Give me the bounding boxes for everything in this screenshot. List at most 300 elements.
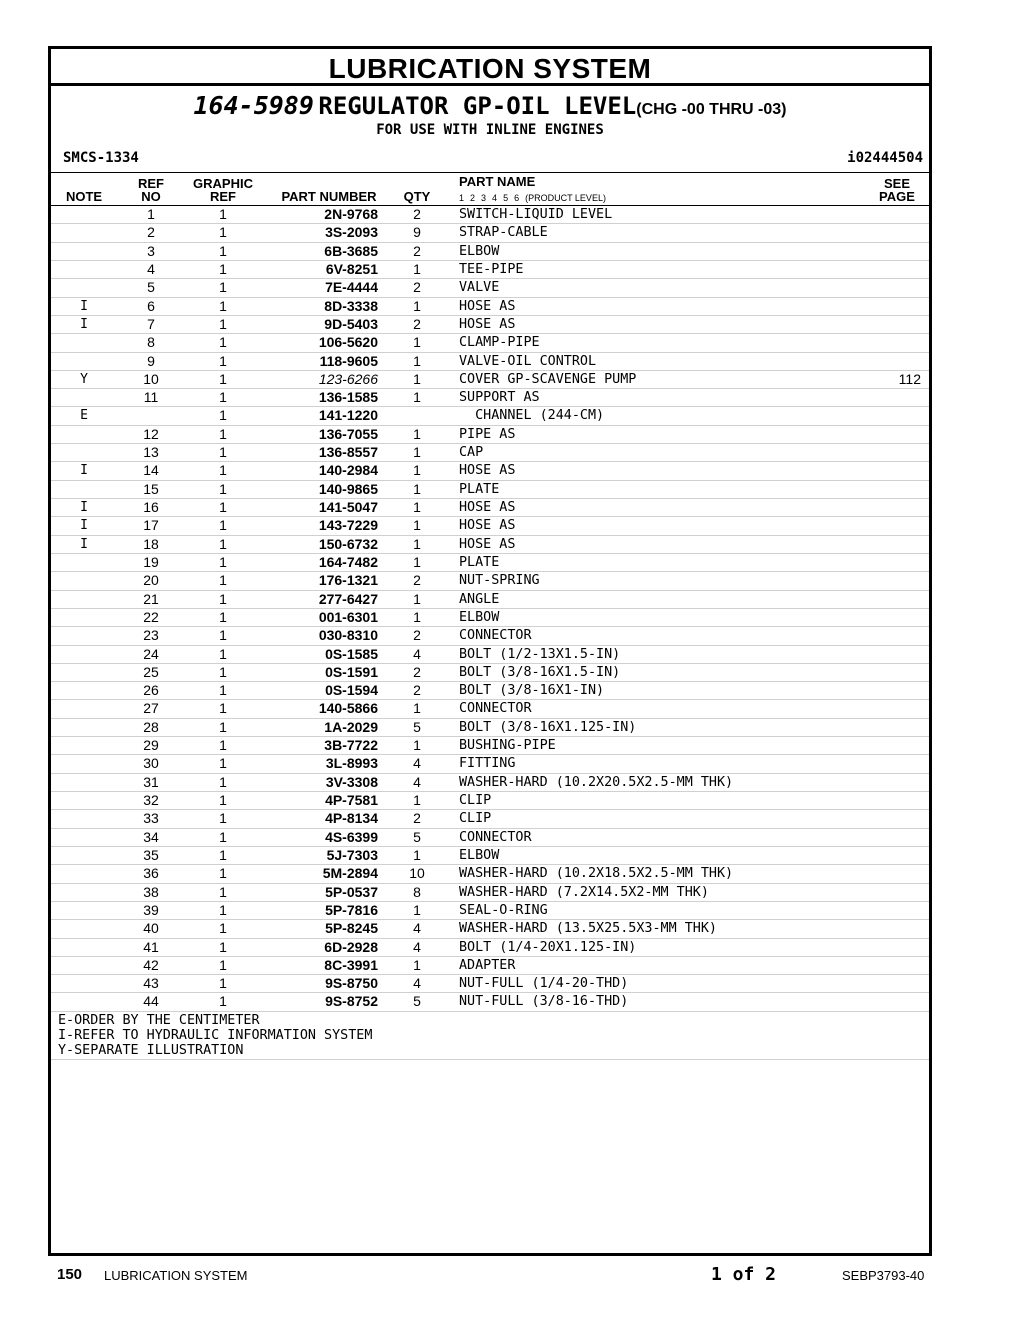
row-graphic-ref: 1 <box>219 334 227 351</box>
table-row <box>51 572 929 590</box>
table-row <box>51 536 929 554</box>
table-row <box>51 646 929 664</box>
row-ref-no: 14 <box>143 462 159 479</box>
row-ref-no: 5 <box>147 279 155 296</box>
row-part-name: BOLT (1/4-20X1.125-IN) <box>459 939 637 955</box>
product-level-label: (PRODUCT LEVEL) <box>525 193 606 203</box>
row-note: I <box>80 316 88 332</box>
row-qty: 1 <box>413 737 421 754</box>
row-part-number[interactable]: 141-5047 <box>318 499 378 515</box>
row-graphic-ref: 1 <box>219 956 227 973</box>
table-row <box>51 829 929 847</box>
row-part-number[interactable]: 4P-7581 <box>325 792 378 808</box>
smcs-code: SMCS-1334 <box>63 150 139 166</box>
row-graphic-ref: 1 <box>219 425 227 442</box>
row-qty: 2 <box>413 572 421 589</box>
row-part-name: BOLT (3/8-16X1-IN) <box>459 683 605 699</box>
table-row <box>51 444 929 462</box>
row-graphic-ref: 1 <box>219 737 227 754</box>
row-part-number[interactable]: 5P-0537 <box>325 883 378 900</box>
row-ref-no: 18 <box>143 535 159 552</box>
row-graphic-ref: 1 <box>219 389 227 406</box>
row-ref-no: 34 <box>143 828 159 845</box>
row-ref-no: 13 <box>143 444 159 461</box>
row-ref-no: 27 <box>143 700 159 717</box>
row-part-name: CLIP <box>459 793 492 808</box>
row-qty: 1 <box>413 389 421 406</box>
row-see-page[interactable]: 112 <box>898 370 921 387</box>
parts-page-frame <box>48 46 932 1256</box>
row-graphic-ref: 1 <box>219 810 227 827</box>
row-qty: 10 <box>409 865 425 882</box>
row-qty: 1 <box>413 352 421 369</box>
row-part-number[interactable]: 7E-4444 <box>325 279 378 296</box>
row-ref-no: 11 <box>143 389 159 406</box>
row-qty: 1 <box>413 444 421 461</box>
row-ref-no: 43 <box>143 975 159 992</box>
row-part-name: NUT-FULL (3/8-16-THD) <box>459 994 629 1010</box>
row-part-number[interactable]: 9D-5403 <box>324 315 378 332</box>
row-ref-no: 40 <box>143 920 159 937</box>
row-part-name: TEE-PIPE <box>459 261 524 277</box>
row-qty: 1 <box>413 792 421 808</box>
row-part-number[interactable]: 3L-8993 <box>325 755 378 772</box>
row-ref-no: 30 <box>143 755 159 772</box>
footer-sheet: 1 of 2 <box>711 1264 777 1285</box>
table-row <box>51 920 929 938</box>
row-part-number[interactable]: 164-7482 <box>318 553 378 570</box>
row-part-number[interactable]: 5M-2894 <box>322 865 378 882</box>
row-part-name: WASHER-HARD (13.5X25.5X3-MM THK) <box>459 921 717 937</box>
row-ref-no: 21 <box>143 590 159 607</box>
row-graphic-ref: 1 <box>219 499 227 515</box>
table-row <box>51 243 929 261</box>
row-part-number[interactable]: 0S-1591 <box>325 663 378 680</box>
parts-table-body <box>51 206 929 1012</box>
row-qty: 1 <box>413 608 421 625</box>
table-row <box>51 279 929 297</box>
row-part-name: BOLT (3/8-16X1.125-IN) <box>459 719 637 735</box>
table-row <box>51 389 929 407</box>
col-part-name: PART NAME <box>459 174 536 189</box>
product-level-3: 3 <box>481 193 487 203</box>
row-qty: 5 <box>413 828 421 845</box>
row-part-number[interactable]: 8D-3338 <box>324 297 378 314</box>
row-part-name: BUSHING-PIPE <box>459 738 556 754</box>
row-qty: 1 <box>413 260 421 277</box>
footer-document-number: SEBP3793-40 <box>842 1268 925 1283</box>
row-part-name: HOSE AS <box>459 518 516 534</box>
row-part-number[interactable]: 150-6732 <box>318 535 378 552</box>
row-graphic-ref: 1 <box>219 883 227 900</box>
row-part-number[interactable]: 136-7055 <box>318 425 378 442</box>
row-graphic-ref: 1 <box>219 938 227 955</box>
row-part-number[interactable]: 3B-7722 <box>324 737 378 754</box>
row-qty: 1 <box>413 499 421 515</box>
table-row <box>51 700 929 718</box>
row-ref-no: 8 <box>147 334 155 351</box>
row-graphic-ref: 1 <box>219 517 227 534</box>
row-graphic-ref: 1 <box>219 846 227 863</box>
row-graphic-ref: 1 <box>219 608 227 625</box>
row-graphic-ref: 1 <box>219 260 227 277</box>
group-name: REGULATOR GP-OIL LEVEL <box>318 92 637 120</box>
row-part-number[interactable]: 0S-1594 <box>325 682 378 699</box>
row-part-name: CLAMP-PIPE <box>459 335 540 351</box>
row-graphic-ref: 1 <box>219 663 227 680</box>
row-graphic-ref: 1 <box>219 224 227 241</box>
row-part-number[interactable]: 6B-3685 <box>324 242 378 259</box>
table-row <box>51 371 929 389</box>
row-part-name: CHANNEL (244-CM) <box>459 408 605 424</box>
row-ref-no: 44 <box>143 993 159 1010</box>
row-part-name: HOSE AS <box>459 316 516 332</box>
row-part-number[interactable]: 1A-2029 <box>324 718 378 735</box>
row-part-name: CONNECTOR <box>459 701 532 717</box>
row-qty: 1 <box>413 370 421 387</box>
row-qty: 2 <box>413 242 421 259</box>
table-row <box>51 627 929 645</box>
row-qty: 1 <box>413 553 421 570</box>
row-part-name: SUPPORT AS <box>459 390 540 406</box>
row-note: I <box>80 518 88 534</box>
row-part-name: NUT-FULL (1/4-20-THD) <box>459 976 629 992</box>
row-qty: 4 <box>413 938 421 955</box>
row-ref-no: 4 <box>147 260 155 277</box>
group-heading <box>51 91 929 125</box>
row-part-name: CONNECTOR <box>459 628 532 644</box>
table-header <box>51 175 929 206</box>
row-part-number[interactable]: 4P-8134 <box>325 810 378 827</box>
table-row <box>51 957 929 975</box>
row-qty: 1 <box>413 590 421 607</box>
row-qty: 1 <box>413 480 421 497</box>
table-row <box>51 298 929 316</box>
row-qty: 9 <box>413 224 421 241</box>
notes-divider <box>51 1059 929 1060</box>
row-ref-no: 6 <box>147 297 155 314</box>
col-see-top: SEE <box>883 176 910 191</box>
table-row <box>51 792 929 810</box>
row-part-number[interactable]: 136-1585 <box>318 389 378 406</box>
row-ref-no: 32 <box>143 792 159 808</box>
row-part-name: VALVE <box>459 280 500 296</box>
row-qty: 1 <box>413 846 421 863</box>
row-ref-no: 12 <box>143 425 159 442</box>
row-part-name: ELBOW <box>459 847 500 863</box>
row-part-name: ELBOW <box>459 243 500 259</box>
row-ref-no: 29 <box>143 737 159 754</box>
row-qty: 4 <box>413 975 421 992</box>
row-graphic-ref: 1 <box>219 590 227 607</box>
row-part-number[interactable]: 118-9605 <box>319 352 378 369</box>
row-ref-no: 17 <box>143 517 159 534</box>
row-ref-no: 35 <box>143 846 159 863</box>
row-part-number[interactable]: 176-1321 <box>318 572 378 589</box>
row-part-number[interactable]: 5P-7816 <box>325 901 378 918</box>
row-part-number[interactable]: 3V-3308 <box>325 773 378 790</box>
row-part-name: HOSE AS <box>459 536 516 552</box>
table-row <box>51 884 929 902</box>
row-qty: 2 <box>413 663 421 680</box>
product-level-5: 5 <box>503 193 509 203</box>
row-graphic-ref: 1 <box>219 370 227 387</box>
row-graphic-ref: 1 <box>219 828 227 845</box>
table-row <box>51 737 929 755</box>
table-row <box>51 407 929 425</box>
row-part-number[interactable]: 4S-6399 <box>325 828 378 845</box>
row-qty: 1 <box>413 901 421 918</box>
note-i: I-REFER TO HYDRAULIC INFORMATION SYSTEM <box>58 1028 373 1043</box>
footer-page-number: 150 <box>57 1266 83 1283</box>
row-ref-no: 15 <box>143 480 159 497</box>
product-levels <box>459 193 612 203</box>
table-row <box>51 810 929 828</box>
row-part-name: WASHER-HARD (7.2X14.5X2-MM THK) <box>459 884 709 900</box>
row-part-number[interactable]: 9S-8750 <box>325 975 378 992</box>
row-graphic-ref: 1 <box>219 755 227 772</box>
row-part-name: VALVE-OIL CONTROL <box>459 353 597 369</box>
row-part-number[interactable]: 5P-8245 <box>325 920 378 937</box>
row-ref-no: 38 <box>143 883 159 900</box>
row-note: I <box>80 536 88 552</box>
col-ref-bottom: NO <box>141 189 161 204</box>
row-graphic-ref: 1 <box>219 901 227 918</box>
col-see-bottom: PAGE <box>879 189 915 204</box>
row-qty: 1 <box>413 297 421 314</box>
table-row <box>51 316 929 334</box>
row-graphic-ref: 1 <box>219 279 227 296</box>
row-part-number[interactable]: 136-8557 <box>318 444 378 461</box>
row-qty: 1 <box>413 425 421 442</box>
table-row <box>51 554 929 572</box>
row-qty: 4 <box>413 920 421 937</box>
row-ref-no: 26 <box>143 682 159 699</box>
row-ref-no: 20 <box>143 572 159 589</box>
table-row <box>51 481 929 499</box>
row-graphic-ref: 1 <box>219 682 227 699</box>
row-part-number[interactable]: 140-2984 <box>318 462 378 479</box>
row-part-name: CAP <box>459 445 484 461</box>
row-ref-no: 22 <box>143 608 159 625</box>
row-ref-no: 24 <box>143 645 159 662</box>
row-part-number[interactable]: 5J-7303 <box>326 846 378 863</box>
row-part-name: PLATE <box>459 481 500 497</box>
table-row <box>51 664 929 682</box>
col-graphic-top: GRAPHIC <box>193 176 253 191</box>
row-part-number[interactable]: 8C-3991 <box>324 956 378 973</box>
row-ref-no: 10 <box>143 370 159 387</box>
row-qty: 2 <box>413 810 421 827</box>
row-qty: 4 <box>413 645 421 662</box>
row-ref-no: 16 <box>143 499 159 515</box>
row-ref-no: 3 <box>147 242 155 259</box>
row-graphic-ref: 1 <box>219 242 227 259</box>
table-row <box>51 261 929 279</box>
row-qty: 5 <box>413 718 421 735</box>
note-e: E-ORDER BY THE CENTIMETER <box>58 1013 260 1028</box>
table-row <box>51 224 929 242</box>
row-ref-no: 42 <box>143 956 159 973</box>
row-graphic-ref: 1 <box>219 700 227 717</box>
table-row <box>51 517 929 535</box>
row-part-name: NUT-SPRING <box>459 573 540 589</box>
col-note: NOTE <box>65 189 103 204</box>
row-part-number[interactable]: 106-5620 <box>318 334 378 351</box>
row-graphic-ref: 1 <box>219 572 227 589</box>
row-ref-no: 7 <box>147 315 155 332</box>
row-part-name: COVER GP-SCAVENGE PUMP <box>459 371 637 387</box>
row-graphic-ref: 1 <box>219 315 227 332</box>
row-ref-no: 23 <box>143 627 159 644</box>
row-part-number[interactable]: 9S-8752 <box>325 993 378 1010</box>
row-note: I <box>80 463 88 479</box>
row-qty: 8 <box>413 883 421 900</box>
title-divider <box>51 83 929 86</box>
row-qty: 5 <box>413 993 421 1010</box>
row-ref-no: 25 <box>143 663 159 680</box>
row-part-name: WASHER-HARD (10.2X18.5X2.5-MM THK) <box>459 866 734 882</box>
row-ref-no: 41 <box>143 938 159 955</box>
row-graphic-ref: 1 <box>219 206 227 222</box>
row-qty: 1 <box>413 334 421 351</box>
row-part-name: HOSE AS <box>459 463 516 479</box>
row-part-number[interactable]: 001-6301 <box>318 608 378 625</box>
row-part-number[interactable]: 3S-2093 <box>325 224 378 241</box>
row-part-name: PLATE <box>459 554 500 570</box>
row-part-name: BOLT (3/8-16X1.5-IN) <box>459 664 621 680</box>
row-part-name: HOSE AS <box>459 298 516 314</box>
row-ref-no: 36 <box>143 865 159 882</box>
row-part-name: BOLT (1/2-13X1.5-IN) <box>459 646 621 662</box>
row-graphic-ref: 1 <box>219 535 227 552</box>
row-part-number[interactable]: 2N-9768 <box>324 206 378 222</box>
row-part-name: CLIP <box>459 811 492 827</box>
row-qty: 1 <box>413 535 421 552</box>
row-graphic-ref: 1 <box>219 993 227 1010</box>
row-ref-no: 28 <box>143 718 159 735</box>
row-graphic-ref: 1 <box>219 865 227 882</box>
table-row <box>51 975 929 993</box>
row-graphic-ref: 1 <box>219 352 227 369</box>
row-part-name: HOSE AS <box>459 500 516 515</box>
row-part-name: SEAL-O-RING <box>459 902 548 918</box>
table-row <box>51 426 929 444</box>
row-part-number[interactable]: 140-9865 <box>318 480 378 497</box>
product-level-4: 4 <box>492 193 498 203</box>
table-row <box>51 865 929 883</box>
col-qty: QTY <box>403 189 431 204</box>
note-y: Y-SEPARATE ILLUSTRATION <box>58 1043 244 1058</box>
row-qty: 1 <box>413 517 421 534</box>
row-qty: 1 <box>413 956 421 973</box>
row-ref-no: 33 <box>143 810 159 827</box>
row-qty: 4 <box>413 773 421 790</box>
table-row <box>51 902 929 920</box>
row-note: Y <box>80 371 88 387</box>
row-part-number[interactable]: 0S-1585 <box>325 645 378 662</box>
table-row <box>51 462 929 480</box>
table-row <box>51 847 929 865</box>
row-qty: 4 <box>413 755 421 772</box>
row-ref-no: 31 <box>143 773 159 790</box>
footer-section: LUBRICATION SYSTEM <box>104 1268 248 1283</box>
row-part-name: STRAP-CABLE <box>459 225 548 241</box>
row-part-name: ELBOW <box>459 609 500 625</box>
row-qty: 2 <box>413 279 421 296</box>
table-row <box>51 755 929 773</box>
row-part-number[interactable]: 143-7229 <box>318 517 378 534</box>
table-row <box>51 499 929 517</box>
table-row <box>51 719 929 737</box>
row-part-name: ANGLE <box>459 591 500 607</box>
row-part-number[interactable]: 141-1220 <box>318 407 378 424</box>
table-row <box>51 206 929 224</box>
row-graphic-ref: 1 <box>219 553 227 570</box>
row-note: I <box>80 500 88 515</box>
group-change-range: (CHG -00 THRU -03) <box>636 101 787 118</box>
row-graphic-ref: 1 <box>219 407 227 424</box>
row-qty: 2 <box>413 315 421 332</box>
row-part-number[interactable]: 123-6266 <box>318 370 378 387</box>
document-id: i02444504 <box>847 150 923 166</box>
row-graphic-ref: 1 <box>219 773 227 790</box>
group-part-number[interactable]: 164-5989 <box>193 91 314 120</box>
col-ref-top: REF <box>138 176 164 191</box>
row-graphic-ref: 1 <box>219 627 227 644</box>
col-part-number: PART NUMBER <box>281 189 377 204</box>
row-part-number[interactable]: 030-8310 <box>318 627 378 644</box>
row-ref-no: 39 <box>143 901 159 918</box>
table-row <box>51 334 929 352</box>
row-qty: 2 <box>413 682 421 699</box>
row-part-number[interactable]: 6D-2928 <box>324 938 378 955</box>
table-row <box>51 939 929 957</box>
table-row <box>51 682 929 700</box>
table-row <box>51 774 929 792</box>
row-part-name: WASHER-HARD (10.2X20.5X2.5-MM THK) <box>459 774 734 790</box>
row-part-name: PIPE AS <box>459 426 516 442</box>
row-qty: 1 <box>413 700 421 717</box>
row-ref-no: 19 <box>143 553 159 570</box>
row-graphic-ref: 1 <box>219 645 227 662</box>
page-title: LUBRICATION SYSTEM <box>328 53 652 84</box>
row-qty: 1 <box>413 462 421 479</box>
col-graphic-bottom: REF <box>210 189 236 204</box>
product-level-1: 1 <box>459 193 465 203</box>
row-graphic-ref: 1 <box>219 792 227 808</box>
row-part-number[interactable]: 277-6427 <box>318 590 378 607</box>
row-ref-no: 9 <box>147 352 155 369</box>
row-note: E <box>80 408 88 424</box>
row-qty: 2 <box>413 627 421 644</box>
row-ref-no: 2 <box>147 224 155 241</box>
row-part-number[interactable]: 6V-8251 <box>325 260 378 277</box>
row-graphic-ref: 1 <box>219 480 227 497</box>
row-ref-no: 1 <box>147 206 155 222</box>
row-note: I <box>80 298 88 314</box>
row-graphic-ref: 1 <box>219 297 227 314</box>
row-qty: 2 <box>413 206 421 222</box>
row-part-number[interactable]: 140-5866 <box>318 700 378 717</box>
row-graphic-ref: 1 <box>219 920 227 937</box>
row-part-name: CONNECTOR <box>459 829 532 845</box>
product-level-6: 6 <box>514 193 520 203</box>
row-part-name: SWITCH-LIQUID LEVEL <box>459 207 613 222</box>
table-row <box>51 591 929 609</box>
table-row <box>51 353 929 371</box>
row-graphic-ref: 1 <box>219 718 227 735</box>
